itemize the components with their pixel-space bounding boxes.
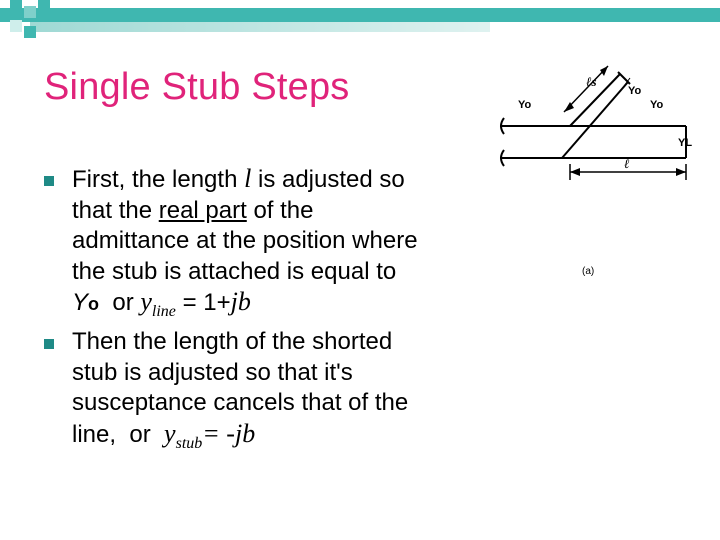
header-gradient-bar <box>30 22 490 32</box>
text-run: = - <box>202 418 235 448</box>
variable-jb: jb <box>234 418 256 448</box>
subscript-o: o <box>88 294 100 314</box>
stub-conductor-2 <box>562 82 628 158</box>
decor-square <box>10 20 22 32</box>
decor-square <box>24 6 36 18</box>
decor-square <box>38 0 50 12</box>
decor-square <box>10 0 22 12</box>
bullet-square-icon <box>44 339 54 349</box>
variable-y: y <box>164 418 176 448</box>
text-run: First, the length <box>72 166 245 193</box>
l-arrow-head-right <box>676 168 686 176</box>
text-run: = 1+ <box>175 289 231 316</box>
bullet-list <box>44 164 484 459</box>
single-stub-diagram <box>490 60 710 285</box>
label-yo-stub: Yo <box>628 85 642 97</box>
label-yo-right: Yo <box>650 99 664 111</box>
text-run: or <box>99 289 141 316</box>
bullet1-line2 <box>72 196 484 227</box>
subscript-line: line <box>151 302 176 320</box>
slide-title: Single Stub Steps <box>44 66 350 108</box>
text-run: that the <box>72 196 159 224</box>
header-accent-bar <box>0 8 720 22</box>
bullet1-line5 <box>72 287 484 327</box>
variable-jb: jb <box>230 287 251 316</box>
diagram-caption: (a) <box>582 266 595 277</box>
bullet1-line4: the stub is attached is equal to <box>72 257 397 285</box>
text-run: of the <box>246 196 314 224</box>
bullet-square-icon <box>44 176 54 186</box>
subscript-stub: stub <box>175 434 203 452</box>
bullet-item-2 <box>44 327 484 459</box>
ls-arrow-head-2 <box>600 66 608 76</box>
bullet2-line3: susceptance cancels that of the <box>72 389 409 417</box>
label-yo-left: Yo <box>518 99 532 111</box>
bullet2-line2: stub is adjusted so that it's <box>72 358 353 386</box>
l-arrow-head-left <box>570 168 580 176</box>
bullet2-line4 <box>72 419 484 459</box>
label-l: ℓ <box>624 156 630 171</box>
bullet-item-1 <box>44 164 484 327</box>
bullet2-line1: Then the length of the shorted <box>72 328 393 356</box>
variable-l: l <box>244 164 252 193</box>
text-run: is adjusted so <box>251 166 405 193</box>
text-run: line, or <box>72 420 165 448</box>
bullet1-line3: admittance at the position where <box>72 227 418 254</box>
label-ls: ℓs <box>586 74 597 89</box>
decor-square <box>24 26 36 38</box>
symbol-Y: Y <box>72 289 89 316</box>
bullet1-line1 <box>72 164 484 196</box>
underlined-real-part: real part <box>158 196 247 224</box>
label-yl: YL <box>678 137 693 149</box>
stub-short <box>618 72 630 84</box>
variable-y: y <box>140 287 152 316</box>
